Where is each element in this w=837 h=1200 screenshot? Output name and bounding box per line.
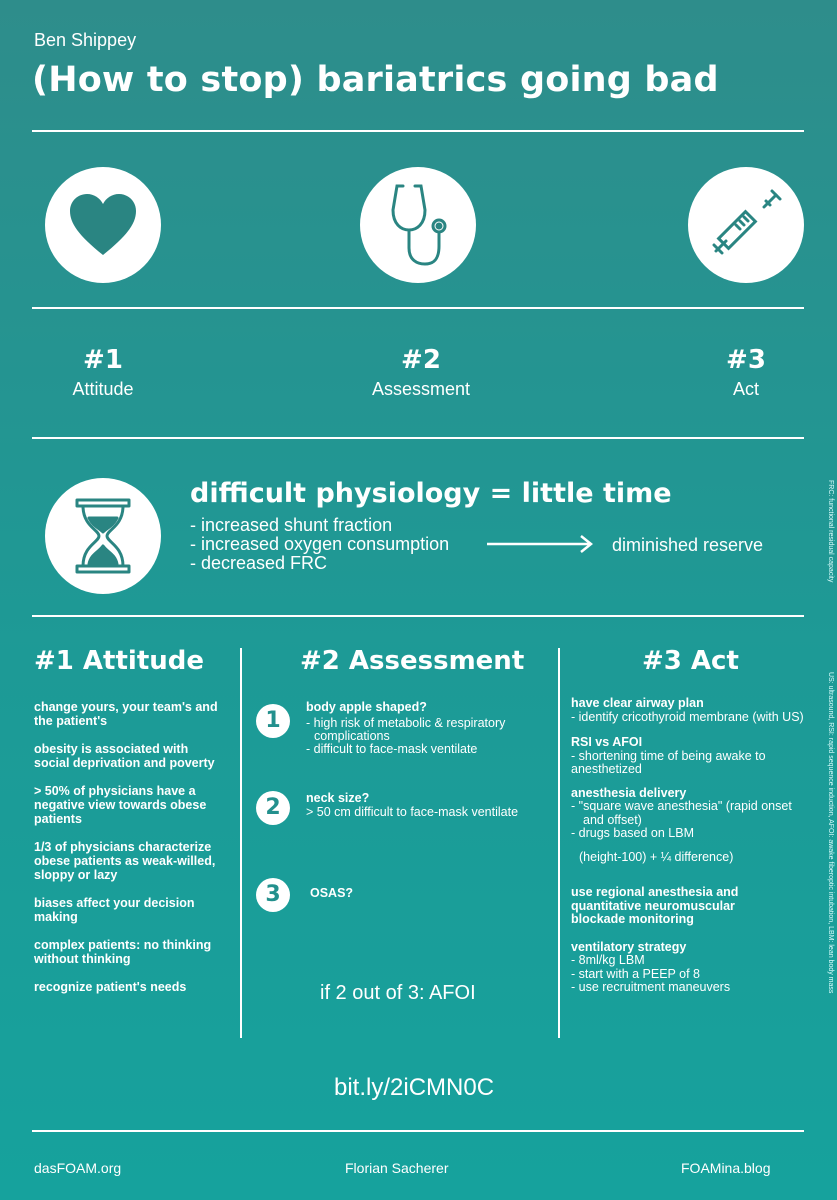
physiology-item: - decreased FRC — [190, 553, 328, 573]
attitude-point: 1/3 of physicians characterize obese patients as weak-willed, sloppy or lazy — [34, 840, 216, 882]
column-divider — [240, 648, 242, 1038]
detail-line: > 50 cm difficult to face-mask ventilate — [306, 805, 519, 819]
column-divider — [558, 648, 560, 1038]
attitude-point: > 50% of physicians have a negative view towards obese patients — [34, 784, 207, 826]
act-section-title: use regional anesthesia and quantitative neuromuscular blockade monitoring — [571, 885, 739, 926]
act-line: anesthetized — [571, 762, 642, 776]
pillar-number: #1 — [83, 345, 123, 375]
attitude-point: complex patients: no thinking without thinking — [34, 938, 212, 966]
physiology-list — [190, 516, 449, 573]
attitude-point: change yours, your team's and the patient's — [34, 700, 218, 728]
attitude-point: recognize patient's needs — [34, 980, 187, 994]
act-heading: #3 Act — [642, 646, 739, 676]
source-link[interactable]: bit.ly/2iCMN0C — [334, 1074, 495, 1101]
footer-left[interactable]: dasFOAM.org — [34, 1160, 122, 1176]
pillar-number: #2 — [401, 345, 441, 375]
act-section-title: have clear airway plan — [571, 696, 704, 710]
question-detail — [306, 717, 505, 756]
attitude-list — [34, 700, 224, 1008]
attitude-point: biases affect your decision making — [34, 896, 195, 924]
act-line: - drugs based on LBM — [571, 826, 694, 840]
stethoscope-icon — [360, 167, 476, 283]
pillar-act — [646, 345, 837, 400]
act-section-title: ventilatory strategy — [571, 939, 687, 954]
question-detail — [306, 806, 518, 819]
assessment-conclusion: if 2 out of 3: AFOI — [320, 982, 476, 1004]
physiology-item: - increased shunt fraction — [190, 515, 393, 535]
assessment-heading: #2 Assessment — [300, 646, 525, 676]
act-section-title: anesthesia delivery — [571, 785, 687, 800]
physiology-title: difficult physiology = little time — [190, 478, 672, 509]
page-title: (How to stop) bariatrics going bad — [32, 60, 719, 100]
act-line: - start with a PEEP of 8 — [571, 966, 700, 981]
act-line: - identify cricothyroid membrane (with US) — [571, 709, 804, 724]
detail-line: complications — [314, 729, 390, 743]
pillar-label: Assessment — [371, 379, 471, 399]
act-line: - use recruitment maneuvers — [571, 980, 731, 994]
question-number: 2 — [256, 791, 290, 825]
act-line: - shortening time of being awake to — [571, 748, 766, 763]
arrow-right-icon — [487, 534, 595, 554]
divider — [32, 1130, 804, 1132]
question-number: 3 — [256, 878, 290, 912]
question-number: 1 — [256, 704, 290, 738]
divider — [32, 307, 804, 309]
pillar-number: #3 — [726, 345, 766, 375]
hourglass-icon — [45, 478, 161, 594]
act-list — [571, 697, 811, 995]
act-line: (height-100) + ¼ difference) — [579, 849, 734, 864]
detail-line: - high risk of metabolic & respiratory — [306, 716, 506, 730]
act-section-title: RSI vs AFOI — [571, 735, 643, 749]
physiology-item: - increased oxygen consumption — [190, 534, 450, 554]
pillar-label: Act — [732, 379, 759, 399]
footer-author: Florian Sacherer — [345, 1160, 449, 1176]
detail-line: - difficult to face-mask ventilate — [306, 742, 478, 756]
divider — [32, 437, 804, 439]
act-line: - "square wave anesthesia" (rapid onset — [571, 799, 792, 813]
question-title: body apple shaped? — [306, 700, 427, 714]
attitude-point: obesity is associated with social deprivation and poverty — [34, 742, 215, 770]
attitude-heading: #1 Attitude — [34, 646, 205, 676]
act-line: - 8ml/kg LBM — [571, 953, 645, 967]
pillar-attitude — [3, 345, 203, 400]
syringe-icon — [688, 167, 804, 283]
footer-right[interactable]: FOAMina.blog — [681, 1160, 771, 1176]
act-line: and offset) — [583, 812, 642, 827]
footnote-abbreviations: US: ultrasound, RSI: rapid sequence induction, AFOI: awake fiberoptic intubation, LBM: lean body mass — [827, 672, 834, 994]
question-title: neck size? — [306, 791, 370, 805]
question-title: OSAS? — [310, 886, 354, 900]
footnote-frc: FRC: functional residual capacity — [827, 480, 834, 583]
pillar-label: Attitude — [72, 379, 134, 399]
author-name: Ben Shippey — [34, 30, 137, 50]
pillar-assessment — [321, 345, 521, 400]
divider — [32, 615, 804, 617]
physiology-result: diminished reserve — [612, 535, 764, 555]
heart-icon — [45, 167, 161, 283]
divider — [32, 130, 804, 132]
